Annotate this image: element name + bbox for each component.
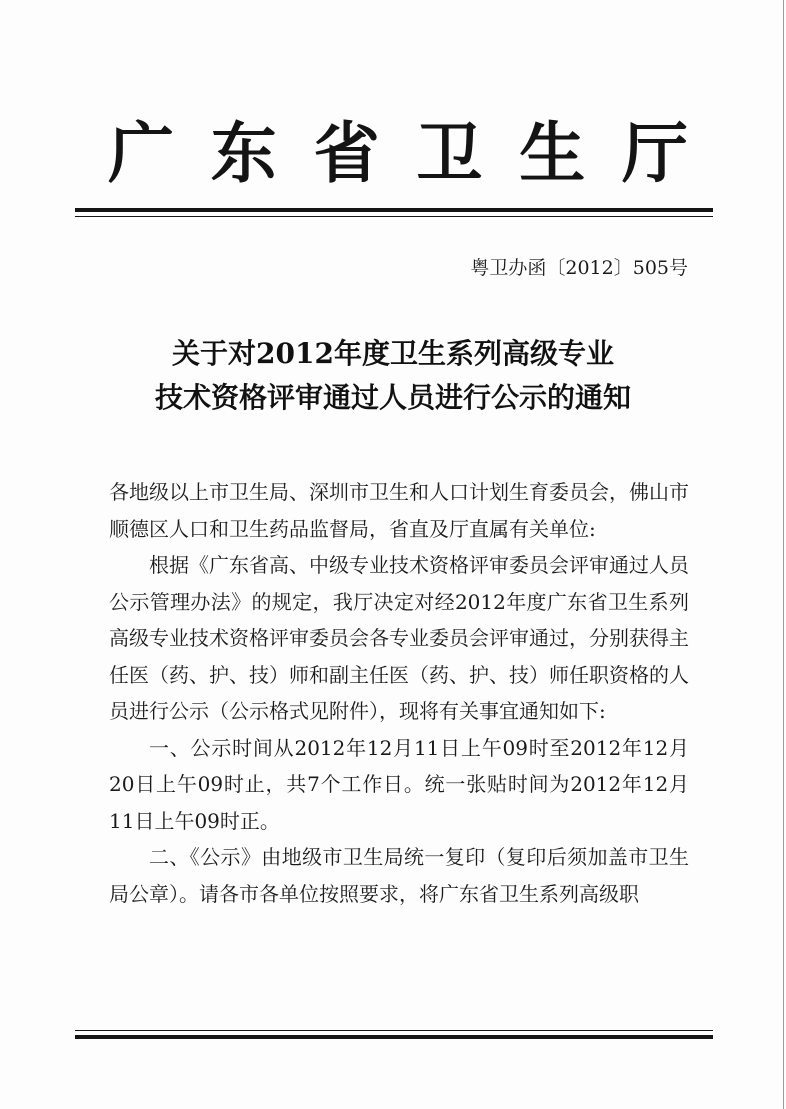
issuer-char: 广 (108, 114, 174, 192)
salutation: 各地级以上市卫生局、深圳市卫生和人口计划生育委员会，佛山市顺德区人口和卫生药品监督局，省直及厅直属有关单位: (109, 480, 689, 541)
issuer-char: 东 (210, 114, 277, 192)
title-line-2: 技术资格评审通过人员进行公示的通知 (154, 381, 631, 414)
body-paragraph: 一、公示时间从2012年12月11日上午09时至2012年12月20日上午09时止，共7个工作日。统一张贴时间为2012年12月11日上午09时正。 (109, 735, 689, 833)
issuer-char: 卫 (416, 114, 483, 192)
page-edge-line (783, 0, 784, 1109)
body-paragraph: 根据《广东省高、中级专业技术资格评审委员会评审通过人员公示管理办法》的规定，我厅决定对经2012年度广东省卫生系列高级专业技术资格评审委员会各专业委员会评审通过，分别获得主任医（药、护、技）师和副主任医（药、护、技）师任职资格的人员进行公示（公示格式见附件），现将有关事宜通知如下: (109, 553, 689, 723)
footer-rule-thick (75, 1035, 713, 1039)
issuer-header (108, 114, 688, 192)
footer-rule-thin (75, 1030, 713, 1031)
document-body (109, 474, 689, 912)
header-rule-thick (75, 208, 713, 212)
body-paragraph: 二、《公示》由地级市卫生局统一复印（复印后须加盖市卫生局公章）。请各市各单位按照要求，将广东省卫生系列高级职 (109, 845, 689, 906)
title-line-1: 关于对2012年度卫生系列高级专业 (172, 337, 614, 370)
document-title (90, 332, 696, 420)
issuer-char: 厅 (621, 114, 688, 192)
issuer-char: 省 (313, 114, 380, 192)
issuer-char: 生 (519, 114, 586, 192)
header-rule-thin (75, 216, 713, 217)
document-number: 粤卫办函〔2012〕505号 (470, 257, 688, 279)
